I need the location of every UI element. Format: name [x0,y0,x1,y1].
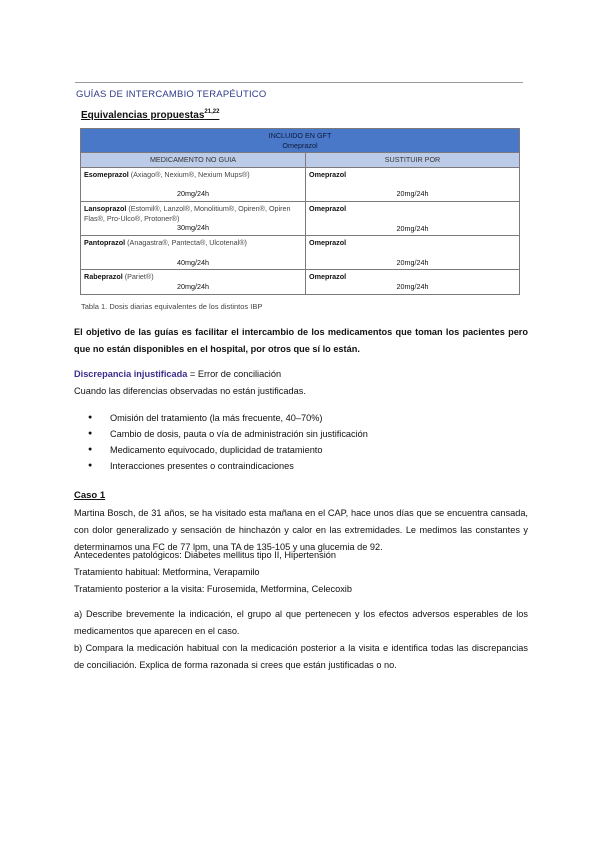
substitute-dose: 20mg/24h [396,281,429,291]
substitute-name: Omeprazol [309,238,347,248]
case-post-treatment: Tratamiento posterior a la visita: Furosemida, Metformina, Celecoxib [74,584,352,594]
objective-paragraph: El objetivo de las guías es facilitar el intercambio de los medicamentos que toman los pacientes pero que no están disponibles en el hospital, por otros que sí lo están. [74,327,528,354]
drug-dose: 20mg/24h [177,189,209,199]
discrepancy-note: Cuando las diferencias observadas no están justificadas. [74,386,306,396]
column-header-left: MEDICAMENTO NO GUIA [81,153,306,168]
group-header-cell [81,129,520,153]
group-title: INCLUIDO EN GFT [268,131,332,140]
drug-brands: (Estomil®, Lanzol®, Monolitium®, Opiren®, Opiren Flas®, Pro-Ulco®, Protoner®) [84,203,291,223]
header-rule [75,82,523,83]
substitute-name: Omeprazol [309,203,347,213]
drug-name: Pantoprazol [84,238,126,248]
question-a: a) Describe brevemente la indicación, el grupo al que pertenecen y los efectos adversos esperables de los medicamentos que aparecen en el caso. [74,609,528,636]
section-title: GUÍAS DE INTERCAMBIO TERAPÉUTICO [76,89,267,100]
table-cell-medication [81,167,306,201]
table-cell-substitute [306,270,520,294]
drug-name: Rabeprazol [84,272,123,282]
drug-name: Lansoprazol [84,203,127,213]
substitute-dose: 20mg/24h [396,223,429,233]
table-row [81,201,520,235]
equivalence-table [80,128,520,295]
substitute-name: Omeprazol [309,272,347,282]
table-cell-medication [81,201,306,235]
subtitle [81,109,219,121]
drug-dose: 30mg/24h [177,223,209,233]
table-cell-medication [81,270,306,294]
list-item: ● Interacciones presentes o contraindicaciones [88,458,368,474]
drug-dose: 40mg/24h [177,257,209,267]
table-column-header [81,153,520,168]
case-description: Martina Bosch, de 31 años, se ha visitado esta mañana en el CAP, hace unos días que se encuentra cansada, con dolor generalizado y sensación de hinchazón y calor en las extremidades. Le medimos las constantes y determinamos una FC de 77 lpm, una TA de 135-105 y una glucemia de 92. [74,508,528,552]
case-background: Antecedentes patológicos: Diabetes mellitus tipo II, Hipertensión [74,550,336,560]
drug-brands: (Anagastra®, Pantecta®, Ulcotenal®) [125,238,247,248]
discrepancy-definition [74,366,528,383]
question-b: b) Compara la medicación habitual con la medicación posterior a la visita e identifica todas las discrepancias de conciliación. Explica de forma razonada si crees que están justificadas o no. [74,643,528,670]
list-item: ● Medicamento equivocado, duplicidad de tratamiento [88,442,368,458]
table-row [81,167,520,201]
table-row [81,270,520,294]
substitute-dose: 20mg/24h [396,189,429,199]
discrepancy-term: Discrepancia injustificada [74,369,188,379]
group-drug: Omeprazol [282,140,318,150]
drug-name: Esomeprazol [84,169,129,179]
table-cell-medication [81,236,306,270]
discrepancy-equivalence: = Error de conciliación [187,369,282,379]
discrepancy-list [88,410,368,474]
table-caption: Tabla 1. Dosis diarias equivalentes de los distintos IBP [81,302,263,311]
table-cell-substitute [306,167,520,201]
drug-brands: (Axiago®, Nexium®, Nexium Mups®) [128,169,250,179]
case-usual-treatment: Tratamiento habitual: Metformina, Verapamilo [74,567,260,577]
substitute-name: Omeprazol [309,169,347,179]
table-row [81,236,520,270]
drug-dose: 20mg/24h [177,281,209,291]
subtitle-text: Equivalencias propuestas [81,110,205,121]
table-cell-substitute [306,236,520,270]
case-title: Caso 1 [74,490,106,501]
table-group-header [81,129,520,153]
substitute-dose: 20mg/24h [396,257,429,267]
drug-brands: (Pariet®) [122,272,154,282]
list-item: ● Omisión del tratamiento (la más frecuente, 40–70%) [88,410,368,426]
table-cell-substitute [306,201,520,235]
column-header-right: SUSTITUIR POR [306,153,520,168]
list-item: ● Cambio de dosis, pauta o vía de administración sin justificación [88,426,368,442]
subtitle-reference: 21,22 [204,109,220,115]
